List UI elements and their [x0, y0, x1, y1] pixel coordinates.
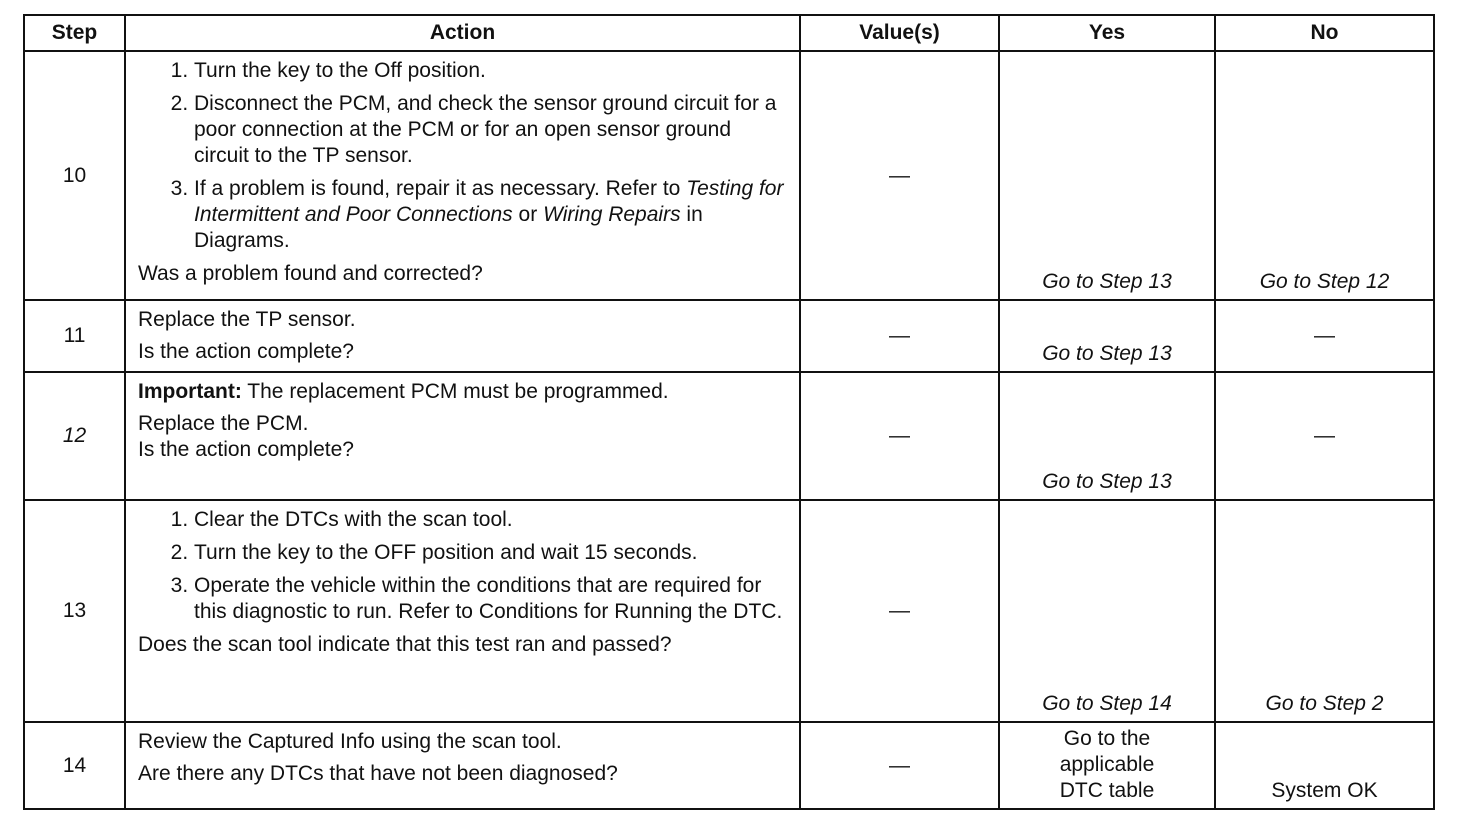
value-cell: —	[800, 51, 999, 300]
action-cell	[125, 300, 800, 372]
reference-link-text: Testing for Intermittent and Poor Connections	[194, 177, 784, 226]
yes-cell: Go to Step 14	[999, 500, 1215, 722]
action-question: Was a problem found and corrected?	[138, 262, 483, 285]
action-item: 2. Turn the key to the OFF position and wait 15 seconds.	[194, 540, 789, 566]
no-cell: Go to Step 12	[1215, 51, 1434, 300]
action-text: If a problem is found, repair it as necessary. Refer to	[194, 177, 681, 200]
step-number: 10	[24, 51, 125, 300]
important-text: The replacement PCM must be programmed.	[247, 380, 669, 403]
important-label: Important:	[138, 380, 242, 403]
step-number: 12	[24, 372, 125, 500]
value-cell: —	[800, 500, 999, 722]
action-text: Review the Captured Info using the scan tool.	[138, 730, 562, 753]
action-text: Replace the PCM.	[138, 412, 309, 435]
yes-cell: Go to Step 13	[999, 300, 1215, 372]
yes-line: DTC table	[1059, 779, 1155, 802]
action-question: Does the scan tool indicate that this test ran and passed?	[138, 633, 672, 656]
reference-link-text: Wiring Repairs	[543, 203, 681, 226]
yes-line: applicable	[1059, 753, 1155, 776]
no-cell: —	[1215, 372, 1434, 500]
yes-cell	[999, 722, 1215, 809]
action-text: in Diagrams.	[194, 203, 703, 252]
table-row-step-13	[24, 500, 1434, 722]
no-cell: System OK	[1215, 722, 1434, 809]
table-row-step-10	[24, 51, 1434, 300]
table-row-step-14	[24, 722, 1434, 809]
yes-line: Go to the	[1063, 727, 1151, 750]
header-row	[24, 15, 1434, 51]
value-cell: —	[800, 300, 999, 372]
no-cell: Go to Step 2	[1215, 500, 1434, 722]
action-cell	[125, 722, 800, 809]
action-item: 1. Turn the key to the Off position.	[194, 58, 789, 84]
action-item: 2. Disconnect the PCM, and check the sensor ground circuit for a poor connection at the PCM or for an open sensor ground circuit to the TP sensor.	[194, 91, 789, 169]
action-question: Is the action complete?	[138, 438, 354, 461]
diagnostic-table	[23, 14, 1435, 810]
action-question: Are there any DTCs that have not been diagnosed?	[138, 762, 618, 785]
no-cell: —	[1215, 300, 1434, 372]
value-cell: —	[800, 722, 999, 809]
action-text: or	[518, 203, 538, 226]
step-number: 13	[24, 500, 125, 722]
action-question: Is the action complete?	[138, 340, 354, 363]
action-list	[138, 507, 789, 625]
table-row-step-11	[24, 300, 1434, 372]
action-cell	[125, 500, 800, 722]
table-row-step-12	[24, 372, 1434, 500]
action-item: 1. Clear the DTCs with the scan tool.	[194, 507, 789, 533]
action-cell	[125, 51, 800, 300]
header-yes: Yes	[999, 15, 1215, 51]
action-item: 3. Operate the vehicle within the conditions that are required for this diagnostic to run. Refer to Conditions for Running the DTC.	[194, 573, 789, 625]
action-item	[194, 176, 789, 254]
yes-cell: Go to Step 13	[999, 372, 1215, 500]
step-number: 11	[24, 300, 125, 372]
header-no: No	[1215, 15, 1434, 51]
value-cell: —	[800, 372, 999, 500]
header-values: Value(s)	[800, 15, 999, 51]
yes-cell: Go to Step 13	[999, 51, 1215, 300]
action-list	[138, 58, 789, 254]
important-note	[138, 379, 789, 405]
header-step: Step	[24, 15, 125, 51]
header-action: Action	[125, 15, 800, 51]
step-number: 14	[24, 722, 125, 809]
action-cell	[125, 372, 800, 500]
action-text: Replace the TP sensor.	[138, 308, 356, 331]
